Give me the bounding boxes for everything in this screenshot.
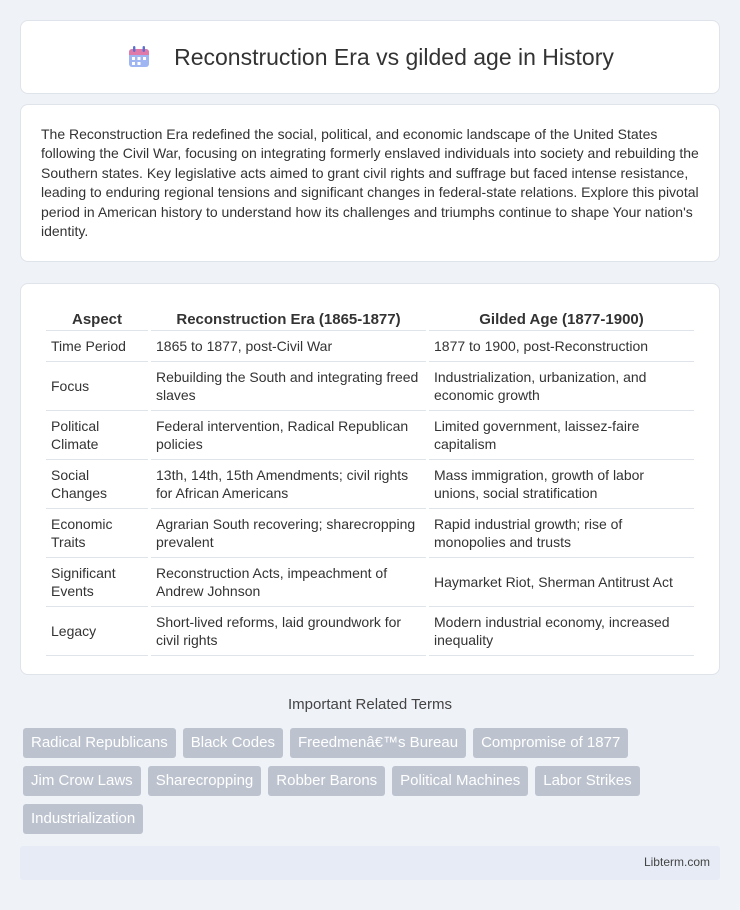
table-row (46, 411, 694, 460)
table-row (46, 460, 694, 509)
header-gilded-age: Gilded Age (1877-1900) (429, 304, 694, 331)
related-term-tag[interactable]: Robber Barons (268, 766, 385, 796)
cell-gilded-age: Mass immigration, growth of labor unions, social stratification (429, 460, 694, 509)
related-term-tag[interactable]: Industrialization (23, 804, 143, 834)
calendar-icon (126, 44, 152, 70)
cell-reconstruction: Reconstruction Acts, impeachment of Andrew Johnson (151, 558, 426, 607)
comparison-table (43, 304, 697, 656)
table-row (46, 331, 694, 362)
related-terms-title: Important Related Terms (288, 696, 452, 713)
table-header-row (46, 304, 694, 331)
cell-aspect: Time Period (46, 331, 148, 362)
table-row (46, 509, 694, 558)
page-title: Reconstruction Era vs gilded age in History (174, 43, 614, 70)
cell-gilded-age: Modern industrial economy, increased inequality (429, 607, 694, 656)
cell-gilded-age: Limited government, laissez-faire capitalism (429, 411, 694, 460)
footer-site-link[interactable]: Libterm.com (643, 855, 710, 869)
table-row (46, 362, 694, 411)
intro-card (20, 104, 720, 262)
intro-paragraph: The Reconstruction Era redefined the social, political, and economic landscape of the United States following the Civil War, focusing on integrating formerly enslaved individuals into society and rebuilding the Southern states. Key legislative acts aimed to grant civil rights and suffrage but faced intense resistance, leading to enduring regional tensions and significant changes in federal-state relations. Explore this pivotal period in American history to understand how its challenges and triumphs continue to shape Your nation's identity. (41, 126, 699, 240)
related-term-tag[interactable]: Freedmenâ€™s Bureau (290, 728, 466, 758)
related-term-tag[interactable]: Labor Strikes (535, 766, 639, 796)
cell-reconstruction: 13th, 14th, 15th Amendments; civil rights for African Americans (151, 460, 426, 509)
related-term-tag[interactable]: Compromise of 1877 (473, 728, 628, 758)
cell-reconstruction: 1865 to 1877, post-Civil War (151, 331, 426, 362)
cell-aspect: Social Changes (46, 460, 148, 509)
cell-gilded-age: Rapid industrial growth; rise of monopolies and trusts (429, 509, 694, 558)
header-reconstruction: Reconstruction Era (1865-1877) (151, 304, 426, 331)
related-term-tag[interactable]: Black Codes (183, 728, 283, 758)
related-term-tag[interactable]: Jim Crow Laws (23, 766, 141, 796)
cell-gilded-age: 1877 to 1900, post-Reconstruction (429, 331, 694, 362)
cell-reconstruction: Short-lived reforms, laid groundwork for civil rights (151, 607, 426, 656)
cell-aspect: Legacy (46, 607, 148, 656)
related-term-tag[interactable]: Sharecropping (148, 766, 262, 796)
related-term-tag[interactable]: Political Machines (392, 766, 528, 796)
related-term-tag[interactable]: Radical Republicans (23, 728, 176, 758)
cell-aspect: Significant Events (46, 558, 148, 607)
cell-reconstruction: Federal intervention, Radical Republican policies (151, 411, 426, 460)
comparison-table-card (20, 283, 720, 675)
cell-gilded-age: Industrialization, urbanization, and economic growth (429, 362, 694, 411)
cell-reconstruction: Agrarian South recovering; sharecropping prevalent (151, 509, 426, 558)
cell-aspect: Political Climate (46, 411, 148, 460)
table-row (46, 558, 694, 607)
table-row (46, 607, 694, 656)
cell-reconstruction: Rebuilding the South and integrating freed slaves (151, 362, 426, 411)
header-aspect: Aspect (46, 304, 148, 331)
cell-aspect: Focus (46, 362, 148, 411)
cell-gilded-age: Haymarket Riot, Sherman Antitrust Act (429, 558, 694, 607)
footer (20, 846, 720, 880)
related-terms-list (23, 728, 713, 834)
title-card (20, 20, 720, 94)
cell-aspect: Economic Traits (46, 509, 148, 558)
